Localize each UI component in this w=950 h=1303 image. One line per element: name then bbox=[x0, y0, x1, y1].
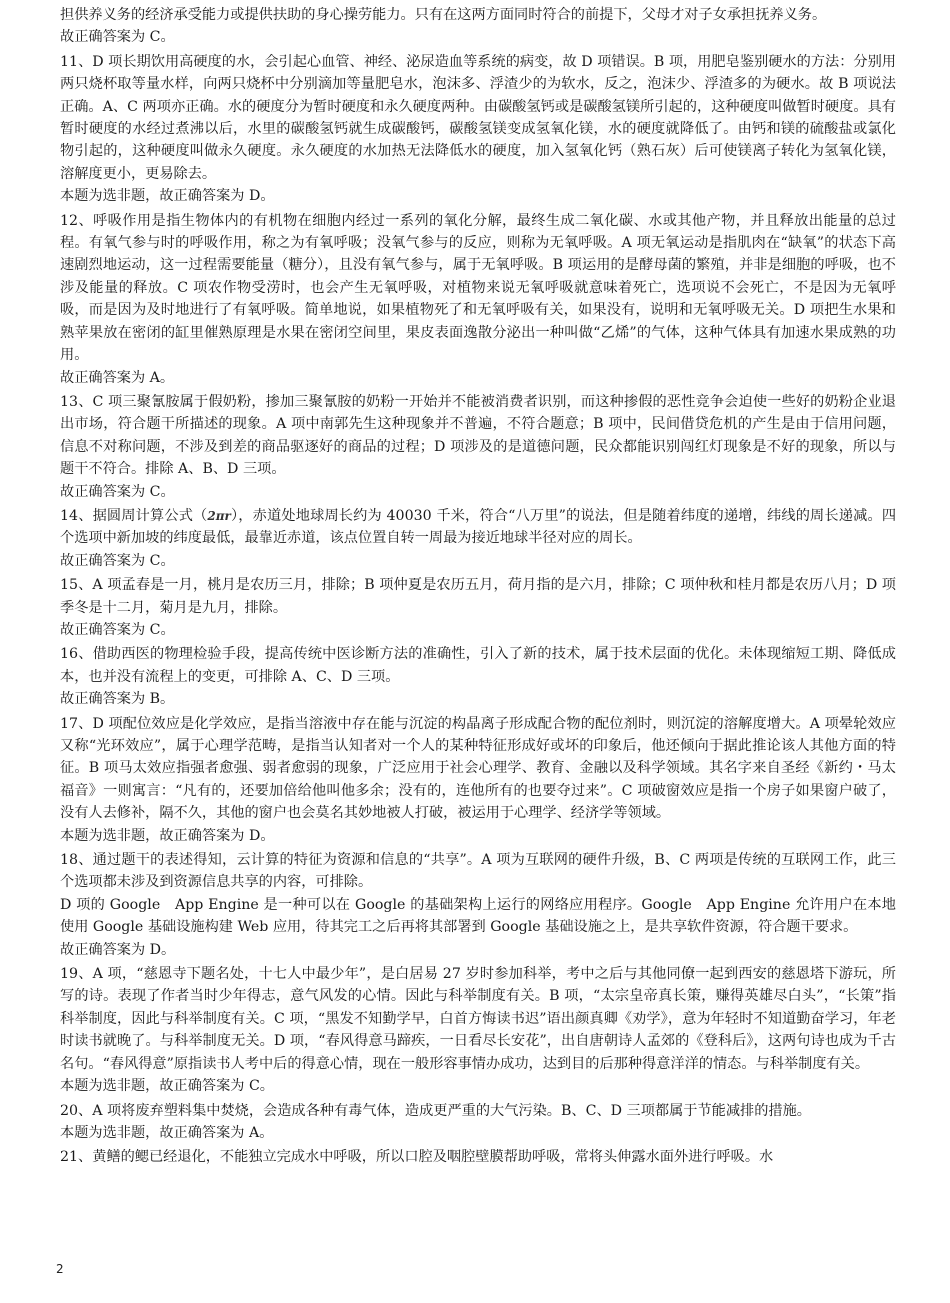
formula-circumference: 2πr bbox=[207, 508, 231, 523]
question-17-explanation: 17、D 项配位效应是化学效应，是指当溶液中存在能与沉淀的构晶离子形成配合物的配位剂时，则沉淀的溶解度增大。A 项晕轮效应又称“光环效应”，属于心理学范畴，是指当认知者对一个人的某种特征形成好或坏的印象后，他还倾向于据此推论该人其他方面的特征。B 项马太效应指强者愈强、弱者愈弱的现象，广泛应用于社会心理学、教育、金融以及科学领域。其名字来自圣经《新约・马太福音》一则寓言：“凡有的，还要加倍给他叫他多余；没有的，连他所有的也要夺过来”。C 项破窗效应是指一个房子如果窗户破了，没有人去修补，隔不久，其他的窗户也会莫名其妙地被人打破，被运用于心理学、经济学等领域。 bbox=[60, 715, 896, 822]
answer-line: 故正确答案为 B。 bbox=[60, 691, 175, 708]
question-14-text-start: 14、据圆周计算公式（ bbox=[60, 507, 208, 524]
question-19-explanation: 19、A 项，“慈恩寺下题名处，十七人中最少年”，是白居易 27 岁时参加科举，考中之后与其他同僚一起到西安的慈恩塔下游玩，所写的诗。表现了作者当时少年得志，意气风发的心情。因此与科举制度有关。B 项，“太宗皇帝真长策，赚得英雄尽白头”，“长策”指科举制度，因此与科举制度有关。C 项，“黑发不知勤学早，白首方悔读书迟”语出颜真卿《劝学》，意为年轻时不知道勤奋学习，年老时读书就晚了。与科举制度无关。D 项，“春风得意马蹄疾，一日看尽长安花”，出自唐朝诗人孟郊的《登科后》，这两句诗也成为千古名句。“春风得意”原指读书人考中后的得意心情，现在一般形容事情办成功，达到目的后那种得意洋洋的情态。与科举制度有关。 bbox=[60, 966, 896, 1072]
question-21-explanation: 21、黄鳝的鳃已经退化，不能独立完成水中呼吸，所以口腔及咽腔壁膜帮助呼吸，常将头伸露水面外进行呼吸。水 bbox=[60, 1149, 774, 1166]
question-11-explanation: 11、D 项长期饮用高硬度的水，会引起心血管、神经、泌尿造血等系统的病变，故 D 项错误。B 项，用肥皂鉴别硬水的方法：分别用两只烧杯取等量水样，向两只烧杯中分别滴加等量肥皂水，泡沫多、浮渣少的为软水，反之，泡沫少、浮渣多的为硬水。故 B 项说法正确。A、C 两项亦正确。水的硬度分为暂时硬度和永久硬度两种。由碳酸氢钙或是碳酸氢镁所引起的，这种硬度叫做暂时硬度。具有暂时硬度的水经过煮沸以后，水里的碳酸氢钙就生成碳酸钙，碳酸氢镁变成氢氧化镁，水的硬度就降低了。由钙和镁的硫酸盐或氯化物引起的，这种硬度叫做永久硬度。永久硬度的水加热无法降低水的硬度，加入氢氧化钙（熟石灰）后可使镁离子转化为氢氧化镁，溶解度更小，更易除去。 bbox=[60, 53, 896, 182]
question-14-explanation bbox=[60, 505, 896, 550]
answer-line: 故正确答案为 D。 bbox=[60, 941, 176, 958]
answer-line: 故正确答案为 A。 bbox=[60, 369, 175, 386]
answer-line: 故正确答案为 C。 bbox=[60, 552, 175, 569]
question-13-explanation: 13、C 项三聚氰胺属于假奶粉，掺加三聚氰胺的奶粉一开始并不能被消费者识别，而这种掺假的恶性竞争会迫使一些好的奶粉企业退出市场，符合题干所描述的现象。A 项中南郭先生这种现象并不普遍，不符合题意；B 项中，民间借贷危机的产生是由于信用问题，信息不对称问题，不涉及到差的商品驱逐好的商品的过程；D 项涉及的是道德问题，民众都能识别闯红灯现象是不好的现象，所以与题干不符合。排除 A、B、D 三项。 bbox=[60, 393, 896, 478]
answer-line: 故正确答案为 C。 bbox=[60, 621, 175, 638]
question-12-explanation: 12、呼吸作用是指生物体内的有机物在细胞内经过一系列的氧化分解，最终生成二氧化碳、水或其他产物，并且释放出能量的总过程。有氧气参与时的呼吸作用，称之为有氧呼吸；没氧气参与的反应，则称为无氧呼吸。A 项无氧运动是指肌肉在“缺氧”的状态下高速剧烈地运动，这一过程需要能量（糖分），且没有氧气参与，属于无氧呼吸。B 项运用的是酵母菌的繁殖，并非是细胞的呼吸，也不涉及能量的释放。C 项农作物受涝时，也会产生无氧呼吸，对植物来说无氧呼吸就意味着死亡，选项说不会死亡，不是因为无氧呼吸，而是因为及时地进行了有氧呼吸。简单地说，如果植物死了和无氧呼吸有关，如果没有，说明和无氧呼吸无关。D 项把生水果和熟苹果放在密闭的缸里催熟原理是水果在密闭空间里，果皮表面逸散分泌出一种叫做“乙烯”的气体，这种气体具有加速水果成熟的功用。 bbox=[60, 212, 896, 364]
question-15-explanation: 15、A 项孟春是一月，桃月是农历三月，排除；B 项仲夏是农历五月，荷月指的是六月，排除；C 项仲秋和桂月都是农历八月；D 项季冬是十二月，菊月是九月，排除。 bbox=[60, 577, 896, 616]
answer-line: 故正确答案为 C。 bbox=[60, 29, 175, 46]
question-16-explanation: 16、借助西医的物理检验手段，提高传统中医诊断方法的准确性，引入了新的技术，属于技术层面的优化。未体现缩短工期、降低成本，也并没有流程上的变更，可排除 A、C、D 三项。 bbox=[60, 646, 896, 685]
paragraph-continuation: 担供养义务的经济承受能力或提供扶助的身心操劳能力。只有在这两方面同时符合的前提下，父母才对子女承担抚养义务。 bbox=[60, 7, 827, 23]
question-18-option-d: D 项的 Google App Engine 是一种可以在 Google 的基础架构上运行的网络应用程序。Google App Engine 允许用户在本地使用 Google 基础设施构建 Web 应用，待其完工之后再将其部署到 Google 基础设施之上，是共享软件资源，符合题干要求。 bbox=[60, 896, 896, 936]
answer-line: 本题为选非题，故正确答案为 D。 bbox=[60, 188, 275, 205]
document-body bbox=[60, 4, 896, 1169]
answer-line: 本题为选非题，故正确答案为 D。 bbox=[60, 827, 275, 844]
question-18-explanation: 18、通过题干的表述得知，云计算的特征为资源和信息的“共享”。A 项为互联网的硬件升级，B、C 两项是传统的互联网工作，此三个选项都未涉及到资源信息共享的内容，可排除。 bbox=[60, 852, 896, 891]
answer-line: 故正确答案为 C。 bbox=[60, 483, 175, 500]
question-20-explanation: 20、A 项将废弃塑料集中焚烧，会造成各种有毒气体，造成更严重的大气污染。B、C、D 三项都属于节能减排的措施。 bbox=[60, 1102, 811, 1119]
page-number: 2 bbox=[56, 1262, 64, 1276]
question-14-text-end: ），赤道处地球周长约为 40030 千米，符合“八万里”的说法，但是随着纬度的递增，纬线的周长递减。四个选项中新加坡的纬度最低，最靠近赤道，该点位置自转一周最为接近地球半径对应的周长。 bbox=[60, 507, 897, 547]
answer-line: 本题为选非题，故正确答案为 A。 bbox=[60, 1124, 274, 1141]
answer-line: 本题为选非题，故正确答案为 C。 bbox=[60, 1078, 274, 1095]
